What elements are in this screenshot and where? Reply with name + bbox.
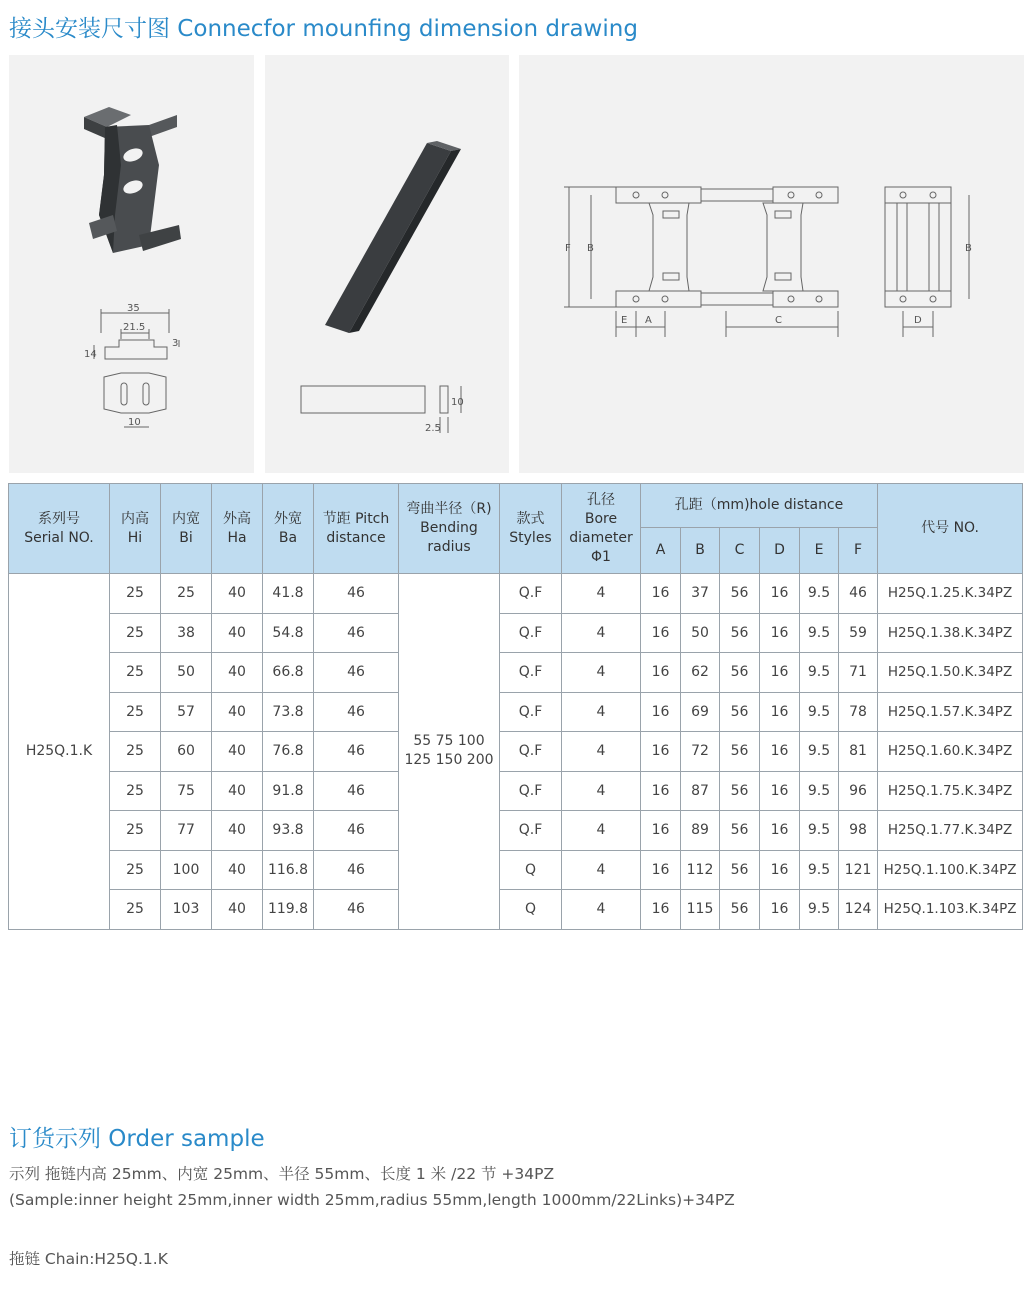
dim-strip-2-5: 2.5: [425, 423, 441, 434]
table-cell: 41.8: [263, 574, 314, 614]
dim-D: D: [914, 315, 922, 326]
table-cell: 40: [212, 574, 263, 614]
dim-14: 14: [84, 349, 97, 360]
table-cell: 25: [161, 574, 212, 614]
code-cell: H25Q.1.100.K.34PZ: [878, 850, 1023, 890]
header-sub-b: B: [681, 528, 720, 574]
table-cell: 77: [161, 811, 212, 851]
dim-C: C: [775, 315, 782, 326]
table-cell: 56: [720, 613, 760, 653]
table-row: [9, 653, 1023, 693]
table-row: [9, 574, 1023, 614]
header-ba: 外宽 Ba: [263, 484, 314, 574]
code-cell: H25Q.1.50.K.34PZ: [878, 653, 1023, 693]
table-cell: 25: [110, 850, 161, 890]
table-cell: 124: [839, 890, 878, 930]
order-title: 订货示列 Order sample: [9, 1126, 265, 1152]
order-example-cn: 示列 拖链内高 25mm、内宽 25mm、半径 55mm、长度 1 米 /22 节 +34PZ: [9, 1165, 555, 1183]
table-cell: 4: [562, 890, 641, 930]
table-cell: 115: [681, 890, 720, 930]
dim-A: A: [645, 315, 652, 326]
table-cell: 56: [720, 692, 760, 732]
table-cell: 4: [562, 574, 641, 614]
table-cell: 121: [839, 850, 878, 890]
table-cell: 16: [641, 653, 681, 693]
table-cell: 16: [760, 692, 800, 732]
table-cell: 57: [161, 692, 212, 732]
table-cell: 87: [681, 771, 720, 811]
table-cell: 46: [314, 811, 399, 851]
code-cell: H25Q.1.75.K.34PZ: [878, 771, 1023, 811]
table-cell: 76.8: [263, 732, 314, 772]
table-cell: 40: [212, 890, 263, 930]
table-cell: 25: [110, 771, 161, 811]
table-cell: Q.F: [500, 811, 562, 851]
table-cell: 93.8: [263, 811, 314, 851]
table-cell: 46: [314, 653, 399, 693]
dim-10: 10: [128, 417, 141, 428]
table-cell: 46: [314, 613, 399, 653]
header-code: 代号 NO.: [878, 484, 1023, 574]
connector-drawing-panel: [9, 55, 254, 473]
header-bi: 内宽 Bi: [161, 484, 212, 574]
header-styles: 款式 Styles: [500, 484, 562, 574]
header-sub-c: C: [720, 528, 760, 574]
table-cell: 81: [839, 732, 878, 772]
table-cell: Q.F: [500, 771, 562, 811]
table-cell: 16: [641, 850, 681, 890]
table-cell: 50: [681, 613, 720, 653]
table-cell: 4: [562, 850, 641, 890]
order-chain: 拖链 Chain:H25Q.1.K: [9, 1250, 168, 1268]
table-cell: 25: [110, 732, 161, 772]
table-cell: 46: [314, 574, 399, 614]
table-cell: 56: [720, 574, 760, 614]
table-cell: 16: [760, 653, 800, 693]
table-cell: 25: [110, 811, 161, 851]
table-cell: 69: [681, 692, 720, 732]
code-cell: H25Q.1.38.K.34PZ: [878, 613, 1023, 653]
table-cell: 116.8: [263, 850, 314, 890]
code-cell: H25Q.1.77.K.34PZ: [878, 811, 1023, 851]
dim-F: F: [565, 243, 571, 254]
header-serial: 系列号 Serial NO.: [9, 484, 110, 574]
header-hole-distance: 孔距（mm)hole distance: [641, 484, 878, 528]
table-cell: 73.8: [263, 692, 314, 732]
table-cell: 25: [110, 574, 161, 614]
table-cell: 9.5: [800, 574, 839, 614]
table-cell: 72: [681, 732, 720, 772]
table-cell: 4: [562, 653, 641, 693]
table-cell: 16: [760, 771, 800, 811]
table-cell: 16: [760, 574, 800, 614]
code-cell: H25Q.1.103.K.34PZ: [878, 890, 1023, 930]
table-cell: 98: [839, 811, 878, 851]
table-cell: 46: [314, 692, 399, 732]
dim-3: 3: [172, 338, 179, 349]
table-cell: 60: [161, 732, 212, 772]
table-cell: 56: [720, 890, 760, 930]
dim-21-5: 21.5: [123, 322, 146, 333]
header-hi: 内高 Hi: [110, 484, 161, 574]
order-example-en: (Sample:inner height 25mm,inner width 25mm,radius 55mm,length 1000mm/22Links)+34PZ: [9, 1191, 735, 1209]
code-cell: H25Q.1.25.K.34PZ: [878, 574, 1023, 614]
table-cell: 119.8: [263, 890, 314, 930]
table-cell: 9.5: [800, 890, 839, 930]
radius-cell: 55 75 100 125 150 200: [399, 574, 500, 930]
table-cell: 46: [314, 732, 399, 772]
table-cell: 16: [641, 890, 681, 930]
table-cell: 16: [760, 811, 800, 851]
table-cell: 9.5: [800, 613, 839, 653]
header-radius: 弯曲半径（R) Bending radius: [399, 484, 500, 574]
dim-E: E: [621, 315, 628, 326]
table-cell: 16: [760, 850, 800, 890]
table-cell: 96: [839, 771, 878, 811]
table-cell: 4: [562, 692, 641, 732]
table-cell: 40: [212, 850, 263, 890]
table-cell: 100: [161, 850, 212, 890]
header-sub-f: F: [839, 528, 878, 574]
strip-drawing-panel: [265, 55, 509, 473]
table-cell: 46: [314, 850, 399, 890]
table-cell: 62: [681, 653, 720, 693]
table-cell: 56: [720, 850, 760, 890]
table-row: [9, 692, 1023, 732]
table-cell: 25: [110, 890, 161, 930]
table-cell: Q: [500, 890, 562, 930]
table-cell: Q.F: [500, 692, 562, 732]
table-cell: 25: [110, 653, 161, 693]
table-cell: 56: [720, 732, 760, 772]
table-cell: 71: [839, 653, 878, 693]
spec-table: [8, 483, 1023, 930]
table-cell: 40: [212, 613, 263, 653]
spec-table-body: [9, 574, 1023, 930]
table-cell: 78: [839, 692, 878, 732]
dim-B-side: B: [965, 243, 972, 254]
header-sub-d: D: [760, 528, 800, 574]
table-cell: 40: [212, 771, 263, 811]
header-sub-a: A: [641, 528, 681, 574]
code-cell: H25Q.1.57.K.34PZ: [878, 692, 1023, 732]
code-cell: H25Q.1.60.K.34PZ: [878, 732, 1023, 772]
table-cell: 16: [760, 613, 800, 653]
table-row: [9, 850, 1023, 890]
table-cell: 9.5: [800, 732, 839, 772]
dim-35: 35: [127, 303, 140, 314]
table-cell: 46: [314, 890, 399, 930]
table-cell: 4: [562, 811, 641, 851]
table-cell: 40: [212, 653, 263, 693]
table-cell: Q.F: [500, 613, 562, 653]
table-cell: 37: [681, 574, 720, 614]
serial-cell: H25Q.1.K: [9, 574, 110, 930]
header-bore: 孔径 Bore diameter Φ1: [562, 484, 641, 574]
table-cell: 40: [212, 811, 263, 851]
table-cell: 54.8: [263, 613, 314, 653]
table-cell: 103: [161, 890, 212, 930]
table-cell: 9.5: [800, 811, 839, 851]
connector-3d-image: [84, 107, 181, 253]
table-cell: 16: [641, 732, 681, 772]
table-row: [9, 890, 1023, 930]
table-cell: 91.8: [263, 771, 314, 811]
table-cell: 40: [212, 732, 263, 772]
table-cell: 112: [681, 850, 720, 890]
table-cell: 4: [562, 732, 641, 772]
table-cell: Q.F: [500, 574, 562, 614]
table-row: [9, 732, 1023, 772]
table-cell: 9.5: [800, 850, 839, 890]
dim-B: B: [587, 243, 594, 254]
table-row: [9, 771, 1023, 811]
table-cell: 16: [641, 771, 681, 811]
table-cell: 9.5: [800, 653, 839, 693]
table-cell: 56: [720, 811, 760, 851]
table-cell: 50: [161, 653, 212, 693]
table-cell: 40: [212, 692, 263, 732]
table-cell: 46: [839, 574, 878, 614]
table-cell: 9.5: [800, 771, 839, 811]
table-cell: 9.5: [800, 692, 839, 732]
table-cell: 38: [161, 613, 212, 653]
table-cell: 25: [110, 692, 161, 732]
header-pitch: 节距 Pitch distance: [314, 484, 399, 574]
table-cell: 16: [641, 574, 681, 614]
table-cell: 56: [720, 771, 760, 811]
table-cell: 16: [760, 732, 800, 772]
table-cell: 59: [839, 613, 878, 653]
header-ha: 外高 Ha: [212, 484, 263, 574]
table-cell: Q.F: [500, 653, 562, 693]
table-cell: 16: [641, 613, 681, 653]
table-row: [9, 613, 1023, 653]
table-cell: 16: [760, 890, 800, 930]
table-cell: 46: [314, 771, 399, 811]
table-cell: 16: [641, 692, 681, 732]
table-cell: 75: [161, 771, 212, 811]
table-cell: 66.8: [263, 653, 314, 693]
strip-3d-image: [325, 141, 461, 333]
table-cell: 4: [562, 771, 641, 811]
table-cell: 16: [641, 811, 681, 851]
assembly-drawing-panel: [519, 55, 1024, 473]
table-cell: Q: [500, 850, 562, 890]
table-cell: 89: [681, 811, 720, 851]
table-cell: 56: [720, 653, 760, 693]
section-title: 接头安装尺寸图 Connecfor mounfing dimension drawing: [9, 16, 638, 42]
table-cell: 25: [110, 613, 161, 653]
header-sub-e: E: [800, 528, 839, 574]
table-row: [9, 811, 1023, 851]
table-cell: 4: [562, 613, 641, 653]
dim-strip-10: 10: [451, 397, 464, 408]
table-cell: Q.F: [500, 732, 562, 772]
